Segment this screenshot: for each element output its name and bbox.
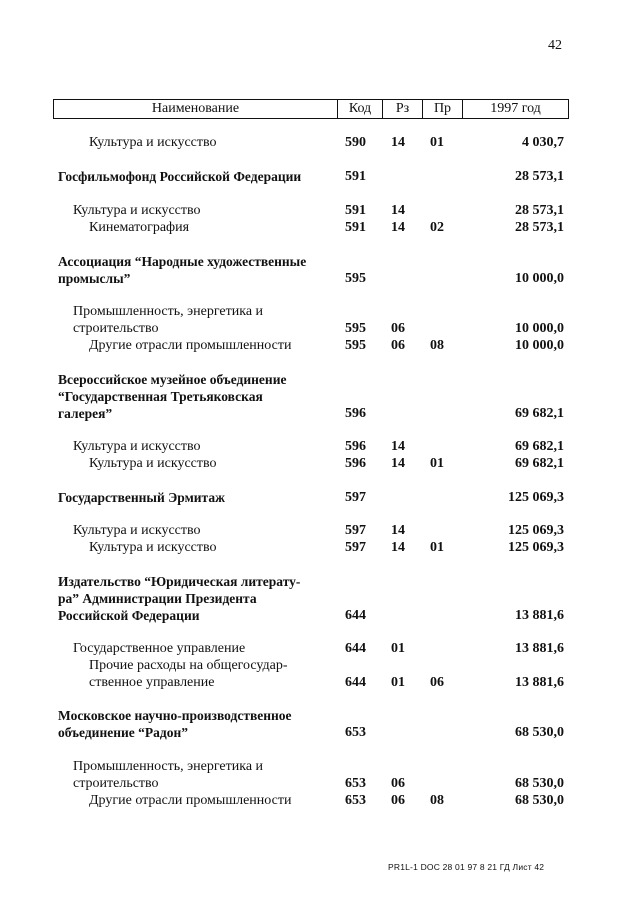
table-row <box>0 371 640 388</box>
row-rz: 06 <box>391 793 405 808</box>
table-row <box>0 388 640 405</box>
row-amount: 125 069,3 <box>508 523 564 538</box>
row-amount: 10 000,0 <box>515 338 564 353</box>
row-pr: 08 <box>430 793 444 808</box>
table-row <box>0 573 640 590</box>
row-name: строительство <box>73 776 159 791</box>
row-code: 590 <box>345 135 366 150</box>
row-pr: 01 <box>430 135 444 150</box>
row-code: 644 <box>345 641 366 656</box>
row-amount: 28 573,1 <box>515 169 564 184</box>
document-footer: PR1L-1 DOC 28 01 97 8 21 ГД Лист 42 <box>388 862 545 872</box>
row-name: Другие отрасли промышленности <box>89 793 292 808</box>
table-row <box>0 640 640 657</box>
row-amount: 10 000,0 <box>515 271 564 286</box>
row-amount: 10 000,0 <box>515 321 564 336</box>
row-name: Промышленность, энергетика и <box>73 304 264 319</box>
table-row <box>0 758 640 775</box>
table-row <box>0 219 640 236</box>
row-pr: 02 <box>430 220 444 235</box>
row-name: Культура и искусство <box>73 523 201 538</box>
row-code: 644 <box>345 608 366 623</box>
table-row <box>0 590 640 607</box>
page-number: 42 <box>548 38 562 53</box>
row-rz: 14 <box>391 456 405 471</box>
row-amount: 69 682,1 <box>515 439 564 454</box>
table-row <box>0 607 640 624</box>
table-row <box>0 270 640 287</box>
row-rz: 06 <box>391 338 405 353</box>
row-name: ственное управление <box>89 675 215 690</box>
table-row <box>0 455 640 472</box>
row-rz: 01 <box>391 641 405 656</box>
row-amount: 68 530,0 <box>515 776 564 791</box>
row-name: Промышленность, энергетика и <box>73 759 264 774</box>
row-code: 597 <box>345 540 366 555</box>
row-name: Всероссийское музейное объединение <box>58 372 287 387</box>
header-code: Код <box>337 100 382 118</box>
row-name: Культура и искусство <box>89 540 217 555</box>
table-row <box>0 522 640 539</box>
row-pr: 08 <box>430 338 444 353</box>
row-name: строительство <box>73 321 159 336</box>
table-row <box>0 724 640 741</box>
row-name: Московское научно-производственное <box>58 708 292 723</box>
row-rz: 01 <box>391 675 405 690</box>
row-name: ра” Администрации Президента <box>58 591 257 606</box>
table-row <box>0 657 640 674</box>
row-name: Ассоциация “Народные художественные <box>58 254 307 269</box>
row-name: Культура и искусство <box>89 135 217 150</box>
row-amount: 69 682,1 <box>515 456 564 471</box>
row-code: 591 <box>345 169 366 184</box>
row-amount: 125 069,3 <box>508 490 564 505</box>
row-code: 653 <box>345 725 366 740</box>
table-row <box>0 539 640 556</box>
row-rz: 14 <box>391 220 405 235</box>
row-rz: 14 <box>391 540 405 555</box>
row-rz: 06 <box>391 321 405 336</box>
header-name: Наименование <box>151 101 240 116</box>
row-amount: 4 030,7 <box>522 135 564 150</box>
row-pr: 01 <box>430 540 444 555</box>
row-name: объединение “Радон” <box>58 725 189 740</box>
row-name: Культура и искусство <box>73 203 201 218</box>
row-name: “Государственная Третьяковская <box>58 389 263 404</box>
row-code: 595 <box>345 338 366 353</box>
row-code: 596 <box>345 456 366 471</box>
header-pr: Пр <box>422 100 462 118</box>
row-code: 653 <box>345 776 366 791</box>
row-amount: 13 881,6 <box>515 608 564 623</box>
table-row <box>0 337 640 354</box>
table-row <box>0 303 640 320</box>
table-row <box>0 707 640 724</box>
row-code: 595 <box>345 321 366 336</box>
table-row <box>0 438 640 455</box>
row-code: 591 <box>345 203 366 218</box>
row-code: 591 <box>345 220 366 235</box>
table-row <box>0 253 640 270</box>
row-amount: 13 881,6 <box>515 675 564 690</box>
row-amount: 125 069,3 <box>508 540 564 555</box>
row-rz: 14 <box>391 439 405 454</box>
row-name: промыслы” <box>58 271 131 286</box>
row-pr: 06 <box>430 675 444 690</box>
row-name: Государственное управление <box>73 641 246 656</box>
row-amount: 28 573,1 <box>515 203 564 218</box>
table-row <box>0 202 640 219</box>
table-row <box>0 489 640 506</box>
row-name: Госфильмофонд Российской Федерации <box>58 169 302 184</box>
row-name: Другие отрасли промышленности <box>89 338 292 353</box>
row-amount: 28 573,1 <box>515 220 564 235</box>
row-name: Российской Федерации <box>58 608 200 623</box>
table-row <box>0 775 640 792</box>
row-name: Культура и искусство <box>73 439 201 454</box>
row-amount: 13 881,6 <box>515 641 564 656</box>
table-row <box>0 134 640 151</box>
row-rz: 14 <box>391 523 405 538</box>
table-row <box>0 405 640 422</box>
row-code: 597 <box>345 523 366 538</box>
row-rz: 14 <box>391 203 405 218</box>
table-row <box>0 168 640 185</box>
row-amount: 68 530,0 <box>515 793 564 808</box>
row-name: Кинематография <box>89 220 190 235</box>
row-code: 596 <box>345 406 366 421</box>
row-amount: 68 530,0 <box>515 725 564 740</box>
row-amount: 69 682,1 <box>515 406 564 421</box>
row-code: 595 <box>345 271 366 286</box>
row-rz: 06 <box>391 776 405 791</box>
row-code: 644 <box>345 675 366 690</box>
row-name: галерея” <box>58 406 113 421</box>
table-row <box>0 674 640 691</box>
table-row <box>0 320 640 337</box>
row-rz: 14 <box>391 135 405 150</box>
row-pr: 01 <box>430 456 444 471</box>
row-name: Государственный Эрмитаж <box>58 490 225 505</box>
row-code: 653 <box>345 793 366 808</box>
row-name: Культура и искусство <box>89 456 217 471</box>
row-code: 597 <box>345 490 366 505</box>
table-row <box>0 792 640 809</box>
row-name: Издательство “Юридическая литерату- <box>58 574 301 589</box>
row-name: Прочие расходы на общегосудар- <box>89 658 288 673</box>
header-rz: Рз <box>382 100 422 118</box>
row-code: 596 <box>345 439 366 454</box>
header-year: 1997 год <box>462 100 568 118</box>
